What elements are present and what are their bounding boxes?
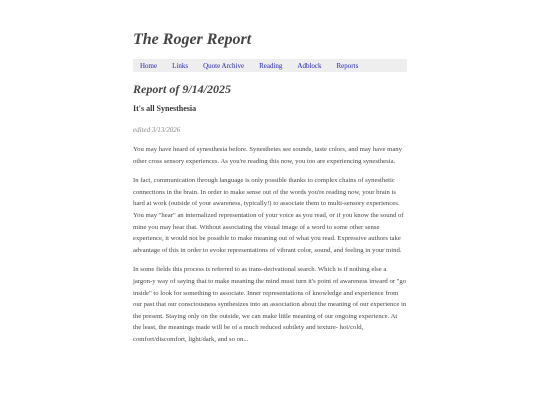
edited-date: edited 3/13/2026 [133,126,181,134]
nav-link-adblock[interactable]: Adblock [297,61,322,70]
site-title: The Roger Report [133,31,252,48]
article-paragraph-2: In fact, communication through language is only possible thanks to complex chains of synesthetic connections in the brain. In order to make sense out of the words you're reading now, your brain is hard at work (outside of your awareness, typically!) to associate them to multi-sensory experiences. You may "hear" an internalized representation of your voice as you read, or if you know the sound of mine you may hear that. Without associating the visual image of a word to some other sense experience, it would not be possible to make meaning out of what you read. Expressive authors take advantage of this in order to evoke representations of vibrant color, sound, and feeling in your mind. [133,177,404,254]
nav-link-reports[interactable]: Reports [336,61,359,70]
nav-link-quote-archive[interactable]: Quote Archive [203,61,245,70]
article-paragraph-3: In some fields this process is referred to as trans-derivational search. Which is if nothing else a jargon-y way of saying that to make meaning the mind must turn it's point of awareness inward or "go inside" to look for something to associate. Inner representations of knowledge and experience from our past that our consciousness synthesizes into an association about the meaning of our experience in the present. Staying only on the outside, we can make little meaning of our ongoing experience. At the least, the meanings made will be of a much reduced subtlety and texture- hot/cold, comfort/discomfort, light/dark, and so on... [133,266,407,343]
article-body [133,144,407,354]
article-paragraph-1: You may have heard of synesthesia before. Synesthetes see sounds, taste colors, and may have many other cross sensory experiences. As you're reading this now, you too are experiencing synesthesia. [133,146,402,165]
nav-bar [133,59,407,72]
article-title: It's all Synesthesia [133,104,197,113]
nav-link-reading[interactable]: Reading [259,61,283,70]
nav-link-links[interactable]: Links [172,61,189,70]
report-heading: Report of 9/14/2025 [133,82,231,96]
nav-link-home[interactable]: Home [140,61,158,70]
